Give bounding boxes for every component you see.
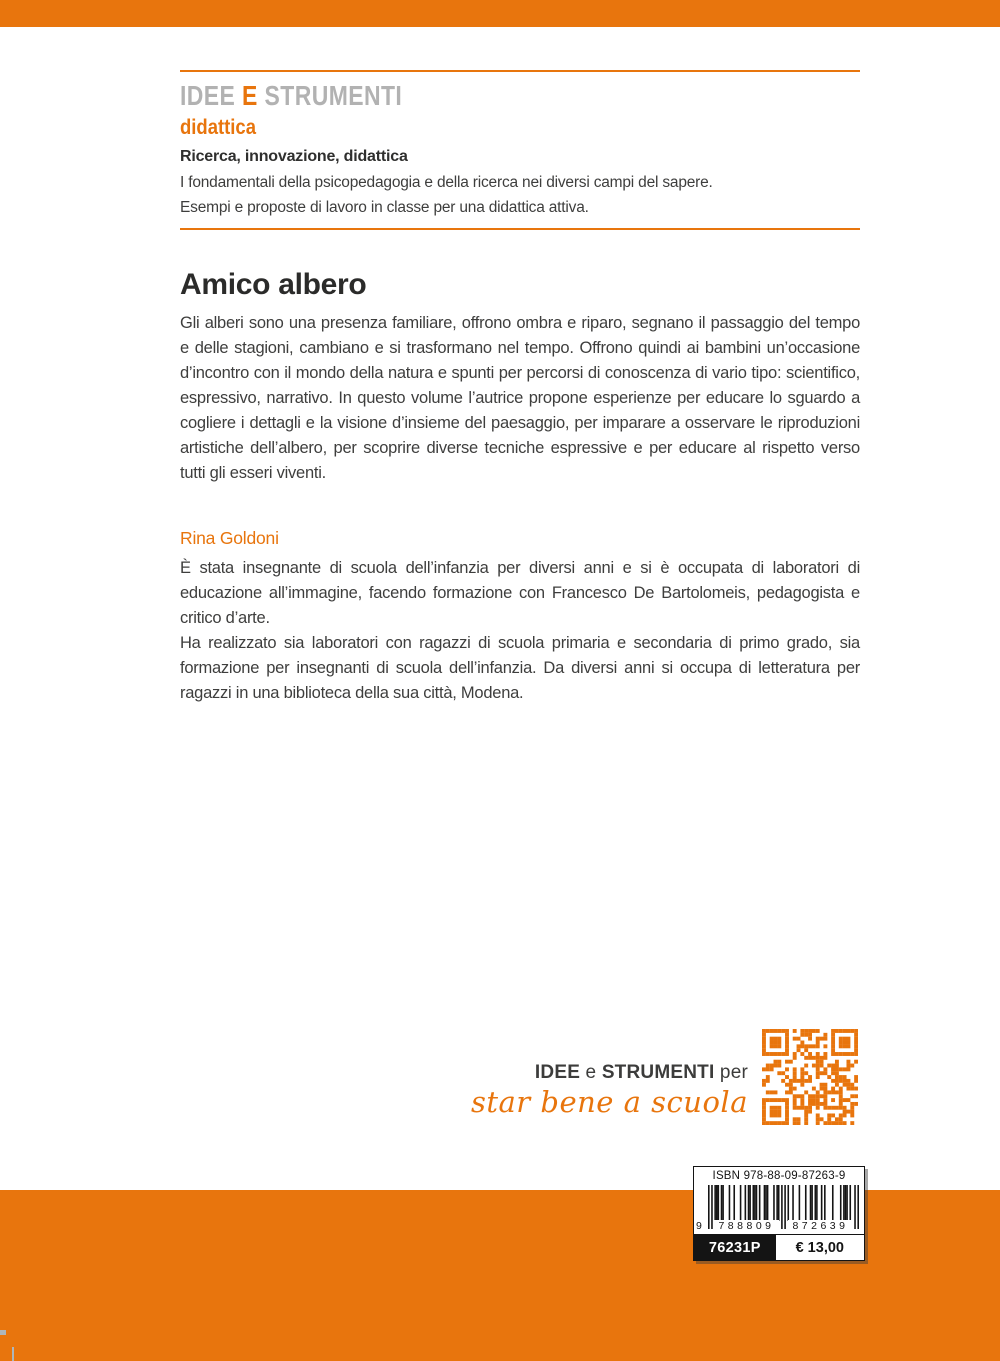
footer-brand-line1 (440, 1062, 748, 1084)
product-code: 76231P (694, 1235, 776, 1260)
series-subtitle: Ricerca, innovazione, didattica (180, 148, 408, 165)
series-description: I fondamentali della psicopedagogia e della ricerca nei diversi campi del sapere. Esempi e proposte di lavoro in classe per una didattica attiva. (180, 174, 713, 216)
scan-artifact (12, 1347, 14, 1361)
isbn-label: ISBN 978-88-09-87263-9 (712, 1170, 846, 1182)
author-bio-paragraph-2: Ha realizzato sia laboratori con ragazzi di scuola primaria e secondaria di primo grado, sia formazione per insegnanti di scuola dell’infanzia. Da diversi anni si occupa di letteratura per ragazzi in una biblioteca della sua città, Modena. (180, 634, 860, 702)
barcode-digit-group2: 872639 (788, 1220, 853, 1233)
collection-name: didattica (180, 116, 256, 139)
footer-brand-bold2: STRUMENTI (601, 1062, 715, 1083)
book-description: Gli alberi sono una presenza familiare, offrono ombra e riparo, segnano il passaggio del tempo e delle stagioni, cambiano e si trasformano nel tempo. Offrono quindi ai bambini un’occasione d’incontro con il mondo della natura e spunti per percorsi di conoscenza di vario tipo: scientifico, espressivo, narrativo. In questo volume l’autrice propone esperienze per educare lo sguardo a cogliere i dettagli e la visione d’insieme del paesaggio, per imparare a osservare le riproduzioni artistiche dell’albero, per scoprire diverse tecniche espressive e per educare al rispetto verso tutti gli esseri viventi. (180, 314, 860, 482)
footer-brand-reg1: e (580, 1062, 602, 1083)
book-title: Amico albero (180, 268, 367, 301)
series-logo (180, 80, 402, 112)
footer-brand-reg2: per (714, 1062, 748, 1083)
barcode-digit-first: 9 (696, 1220, 702, 1232)
qr-code-icon (762, 1029, 858, 1125)
footer-brand (440, 1062, 748, 1119)
top-color-bar (0, 0, 1000, 27)
header-rule-top (180, 70, 860, 72)
series-logo-part3: STRUMENTI (264, 80, 403, 111)
series-logo-part1: IDEE (180, 80, 236, 111)
scan-artifact (0, 1330, 6, 1335)
series-logo-part2: E (242, 80, 258, 111)
author-bio-paragraph-1: È stata insegnante di scuola dell’infanzia per diversi anni e si è occupata di laboratori di educazione all’immagine, facendo formazione con Francesco De Bartolomeis, pedagogista e critico d’arte. (180, 559, 860, 627)
barcode (696, 1185, 859, 1232)
author-name: Rina Goldoni (180, 528, 279, 548)
price-value: € 13,00 (776, 1235, 864, 1260)
author-bio (180, 556, 860, 706)
footer-brand-bold1: IDEE (534, 1062, 581, 1083)
footer-brand-script: star bene a scuola (470, 1085, 748, 1119)
barcode-digit-group1: 788809 (714, 1220, 779, 1233)
price-row (694, 1234, 864, 1260)
header-rule-bottom (180, 228, 860, 230)
isbn-price-box (693, 1166, 865, 1261)
